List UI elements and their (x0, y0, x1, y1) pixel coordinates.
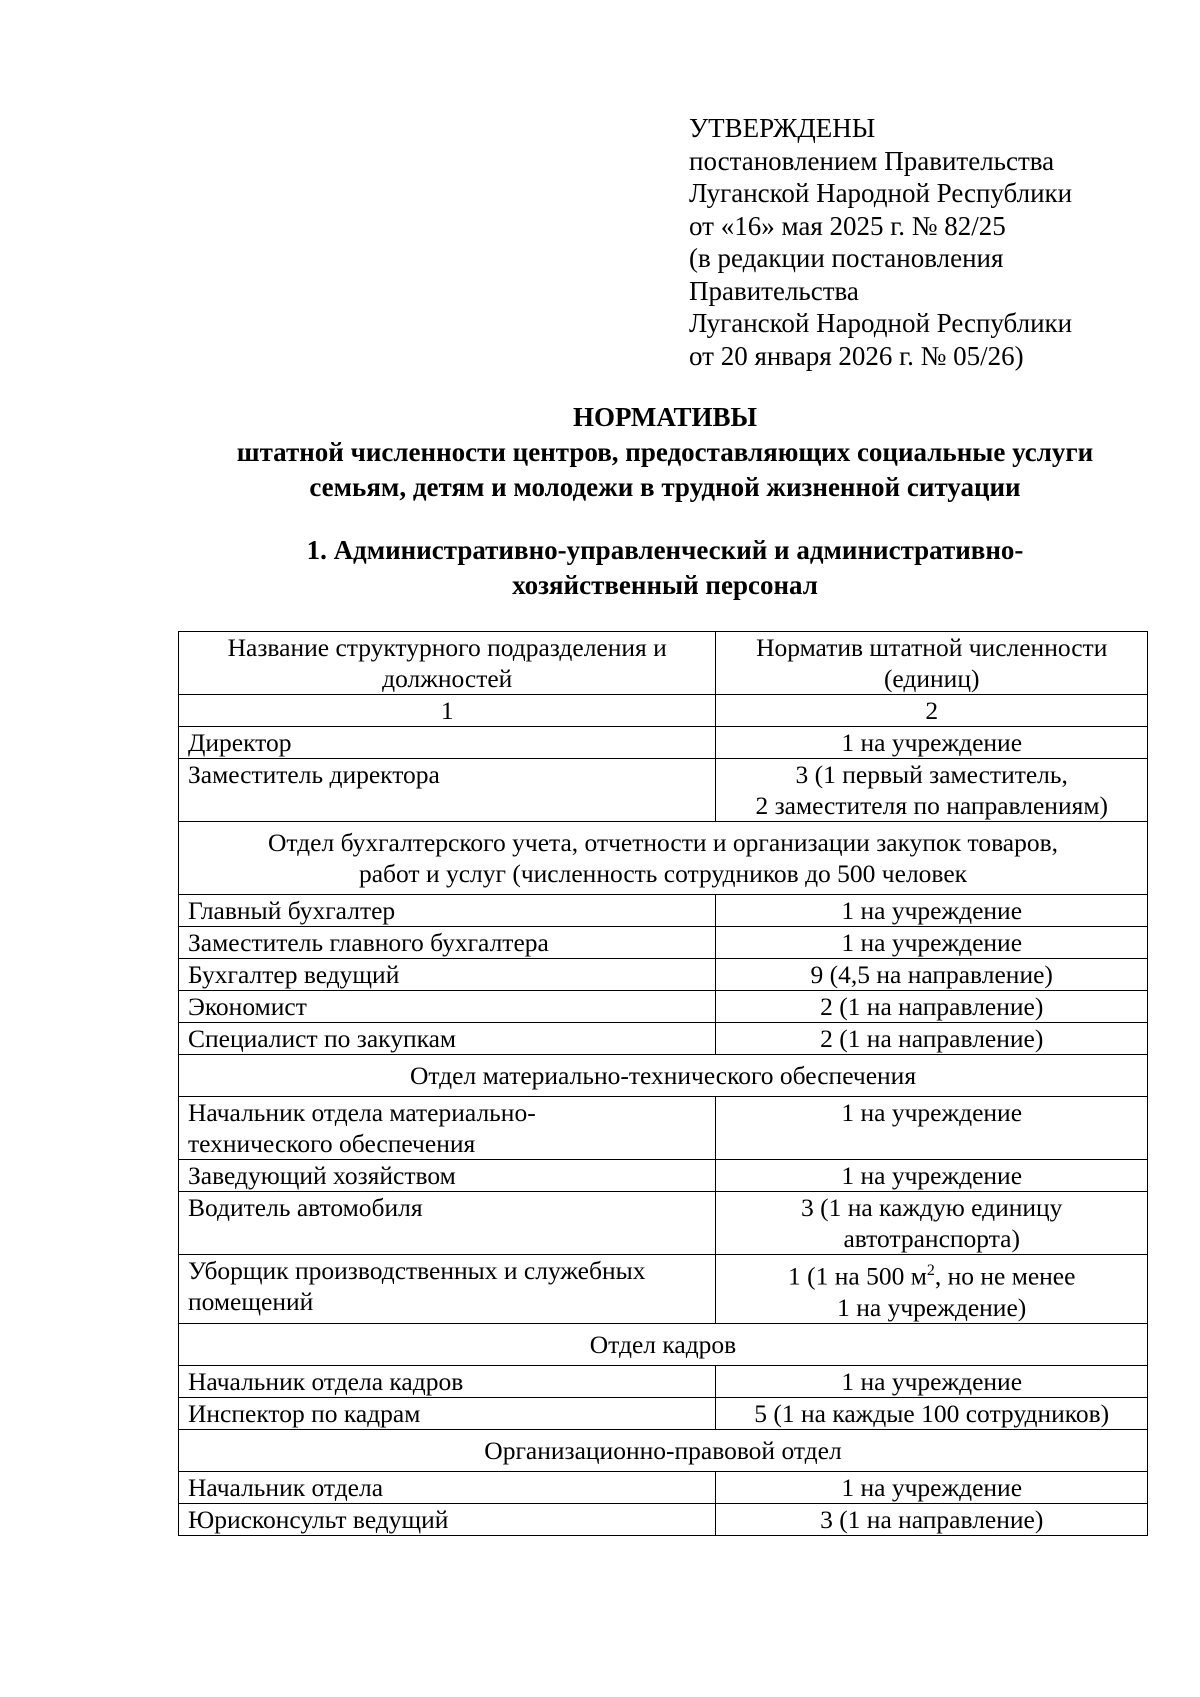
position-name: Водитель автомобиля (179, 1192, 716, 1255)
norm-value: 1 на учреждение (716, 1097, 1148, 1160)
norm-value: 1 на учреждение (716, 727, 1148, 759)
norm-value-part: , но не менее (934, 1261, 1076, 1291)
approval-line: от 20 января 2026 г. № 05/26) (689, 340, 1024, 371)
position-name (179, 1097, 716, 1160)
table-row (179, 1397, 1148, 1429)
section-line: хозяйственный персонал (512, 570, 818, 600)
section-row (179, 1429, 1148, 1471)
title-main: НОРМАТИВЫ (572, 402, 758, 432)
section-row (179, 1055, 1148, 1097)
position-name: Экономист (179, 991, 716, 1023)
approval-line: Луганской Народной Республики (689, 178, 1073, 208)
section-line: 1. Административно-управленческий и административно- (306, 535, 1024, 565)
section-row (179, 822, 1148, 895)
section-row (179, 1323, 1148, 1365)
position-name: Заместитель главного бухгалтера (179, 927, 716, 959)
column-number: 2 (716, 695, 1148, 727)
table-row (179, 1503, 1148, 1535)
table-row (179, 1160, 1148, 1192)
position-name (179, 1255, 716, 1324)
table-row (179, 1192, 1148, 1255)
table-row (179, 759, 1148, 822)
document-title (160, 400, 1170, 505)
norm-value: 2 (1 на направление) (716, 1023, 1148, 1055)
header-cell: Название структурного подразделения и должностей (179, 632, 716, 695)
position-name-line: помещений (188, 1287, 314, 1316)
position-name-line: технического обеспечения (188, 1129, 476, 1158)
norm-value (716, 1192, 1148, 1255)
title-line: семьям, детям и молодежи в трудной жизненной ситуации (309, 472, 1021, 502)
department-heading: Организационно-правовой отдел (179, 1429, 1148, 1471)
norm-value: 1 на учреждение (716, 1471, 1148, 1503)
norm-value-line (725, 1255, 1138, 1292)
norm-value-line: 1 на учреждение) (837, 1292, 1027, 1322)
norm-value-part: 1 (1 на 500 м (787, 1261, 927, 1291)
staffing-norms-table (178, 631, 1148, 1536)
approval-stamp (689, 112, 1072, 372)
position-name: Заведующий хозяйством (179, 1160, 716, 1192)
table-row (179, 1365, 1148, 1397)
header-cell: Норматив штатной численности (единиц) (716, 632, 1148, 695)
norm-value-line: 2 заместителя по направлениям) (755, 791, 1108, 820)
position-name: Инспектор по кадрам (179, 1397, 716, 1429)
table-row (179, 927, 1148, 959)
norm-value (716, 1255, 1148, 1324)
norm-value (716, 759, 1148, 822)
position-name: Специалист по закупкам (179, 1023, 716, 1055)
column-number: 1 (179, 695, 716, 727)
table-row (179, 991, 1148, 1023)
department-heading-line: Отдел бухгалтерского учета, отчетности и организации закупок товаров, (267, 828, 1059, 857)
norm-value: 2 (1 на направление) (716, 991, 1148, 1023)
table-row (179, 1255, 1148, 1324)
norm-value: 1 на учреждение (716, 895, 1148, 927)
position-name: Начальник отдела кадров (179, 1365, 716, 1397)
column-number-row (179, 695, 1148, 727)
department-heading: Отдел материально-технического обеспечения (179, 1055, 1148, 1097)
approval-line: УТВЕРЖДЕНЫ (689, 113, 876, 143)
department-heading (179, 822, 1148, 895)
superscript: 2 (926, 1262, 935, 1279)
department-heading-line: работ и услуг (численность сотрудников до 500 человек (358, 859, 968, 888)
table-row (179, 895, 1148, 927)
approval-line: Луганской Народной Республики (689, 308, 1073, 338)
norm-value-line: автотранспорта) (843, 1224, 1020, 1253)
norm-value: 1 на учреждение (716, 927, 1148, 959)
table-row (179, 727, 1148, 759)
norm-value: 5 (1 на каждые 100 сотрудников) (716, 1397, 1148, 1429)
approval-line: от «16» мая 2025 г. № 82/25 (689, 210, 1006, 241)
norm-value-line: 3 (1 первый заместитель, (795, 760, 1068, 789)
approval-line: (в редакции постановления (689, 243, 1004, 273)
table-row (179, 1471, 1148, 1503)
norm-value: 1 на учреждение (716, 1365, 1148, 1397)
norm-value: 9 (4,5 на направление) (716, 959, 1148, 991)
position-name: Юрисконсульт ведущий (179, 1503, 716, 1535)
norm-value: 1 на учреждение (716, 1160, 1148, 1192)
section-heading (160, 533, 1170, 603)
norm-value: 3 (1 на направление) (716, 1503, 1148, 1535)
position-name-line: Уборщик производственных и служебных (188, 1256, 646, 1285)
position-name: Директор (179, 727, 716, 759)
position-name: Главный бухгалтер (179, 895, 716, 927)
table-row (179, 1023, 1148, 1055)
table-row (179, 959, 1148, 991)
title-line: штатной численности центров, предоставляющих социальные услуги (236, 437, 1094, 467)
approval-line: постановлением Правительства (689, 145, 1055, 176)
department-heading: Отдел кадров (179, 1323, 1148, 1365)
position-name: Заместитель директора (179, 759, 716, 822)
table-header-row (179, 632, 1148, 695)
position-name-line: Начальник отдела материально- (188, 1098, 536, 1127)
norm-value-line: 3 (1 на каждую единицу (800, 1193, 1063, 1222)
approval-line: Правительства (689, 275, 859, 306)
table-row (179, 1097, 1148, 1160)
position-name: Начальник отдела (179, 1471, 716, 1503)
position-name: Бухгалтер ведущий (179, 959, 716, 991)
